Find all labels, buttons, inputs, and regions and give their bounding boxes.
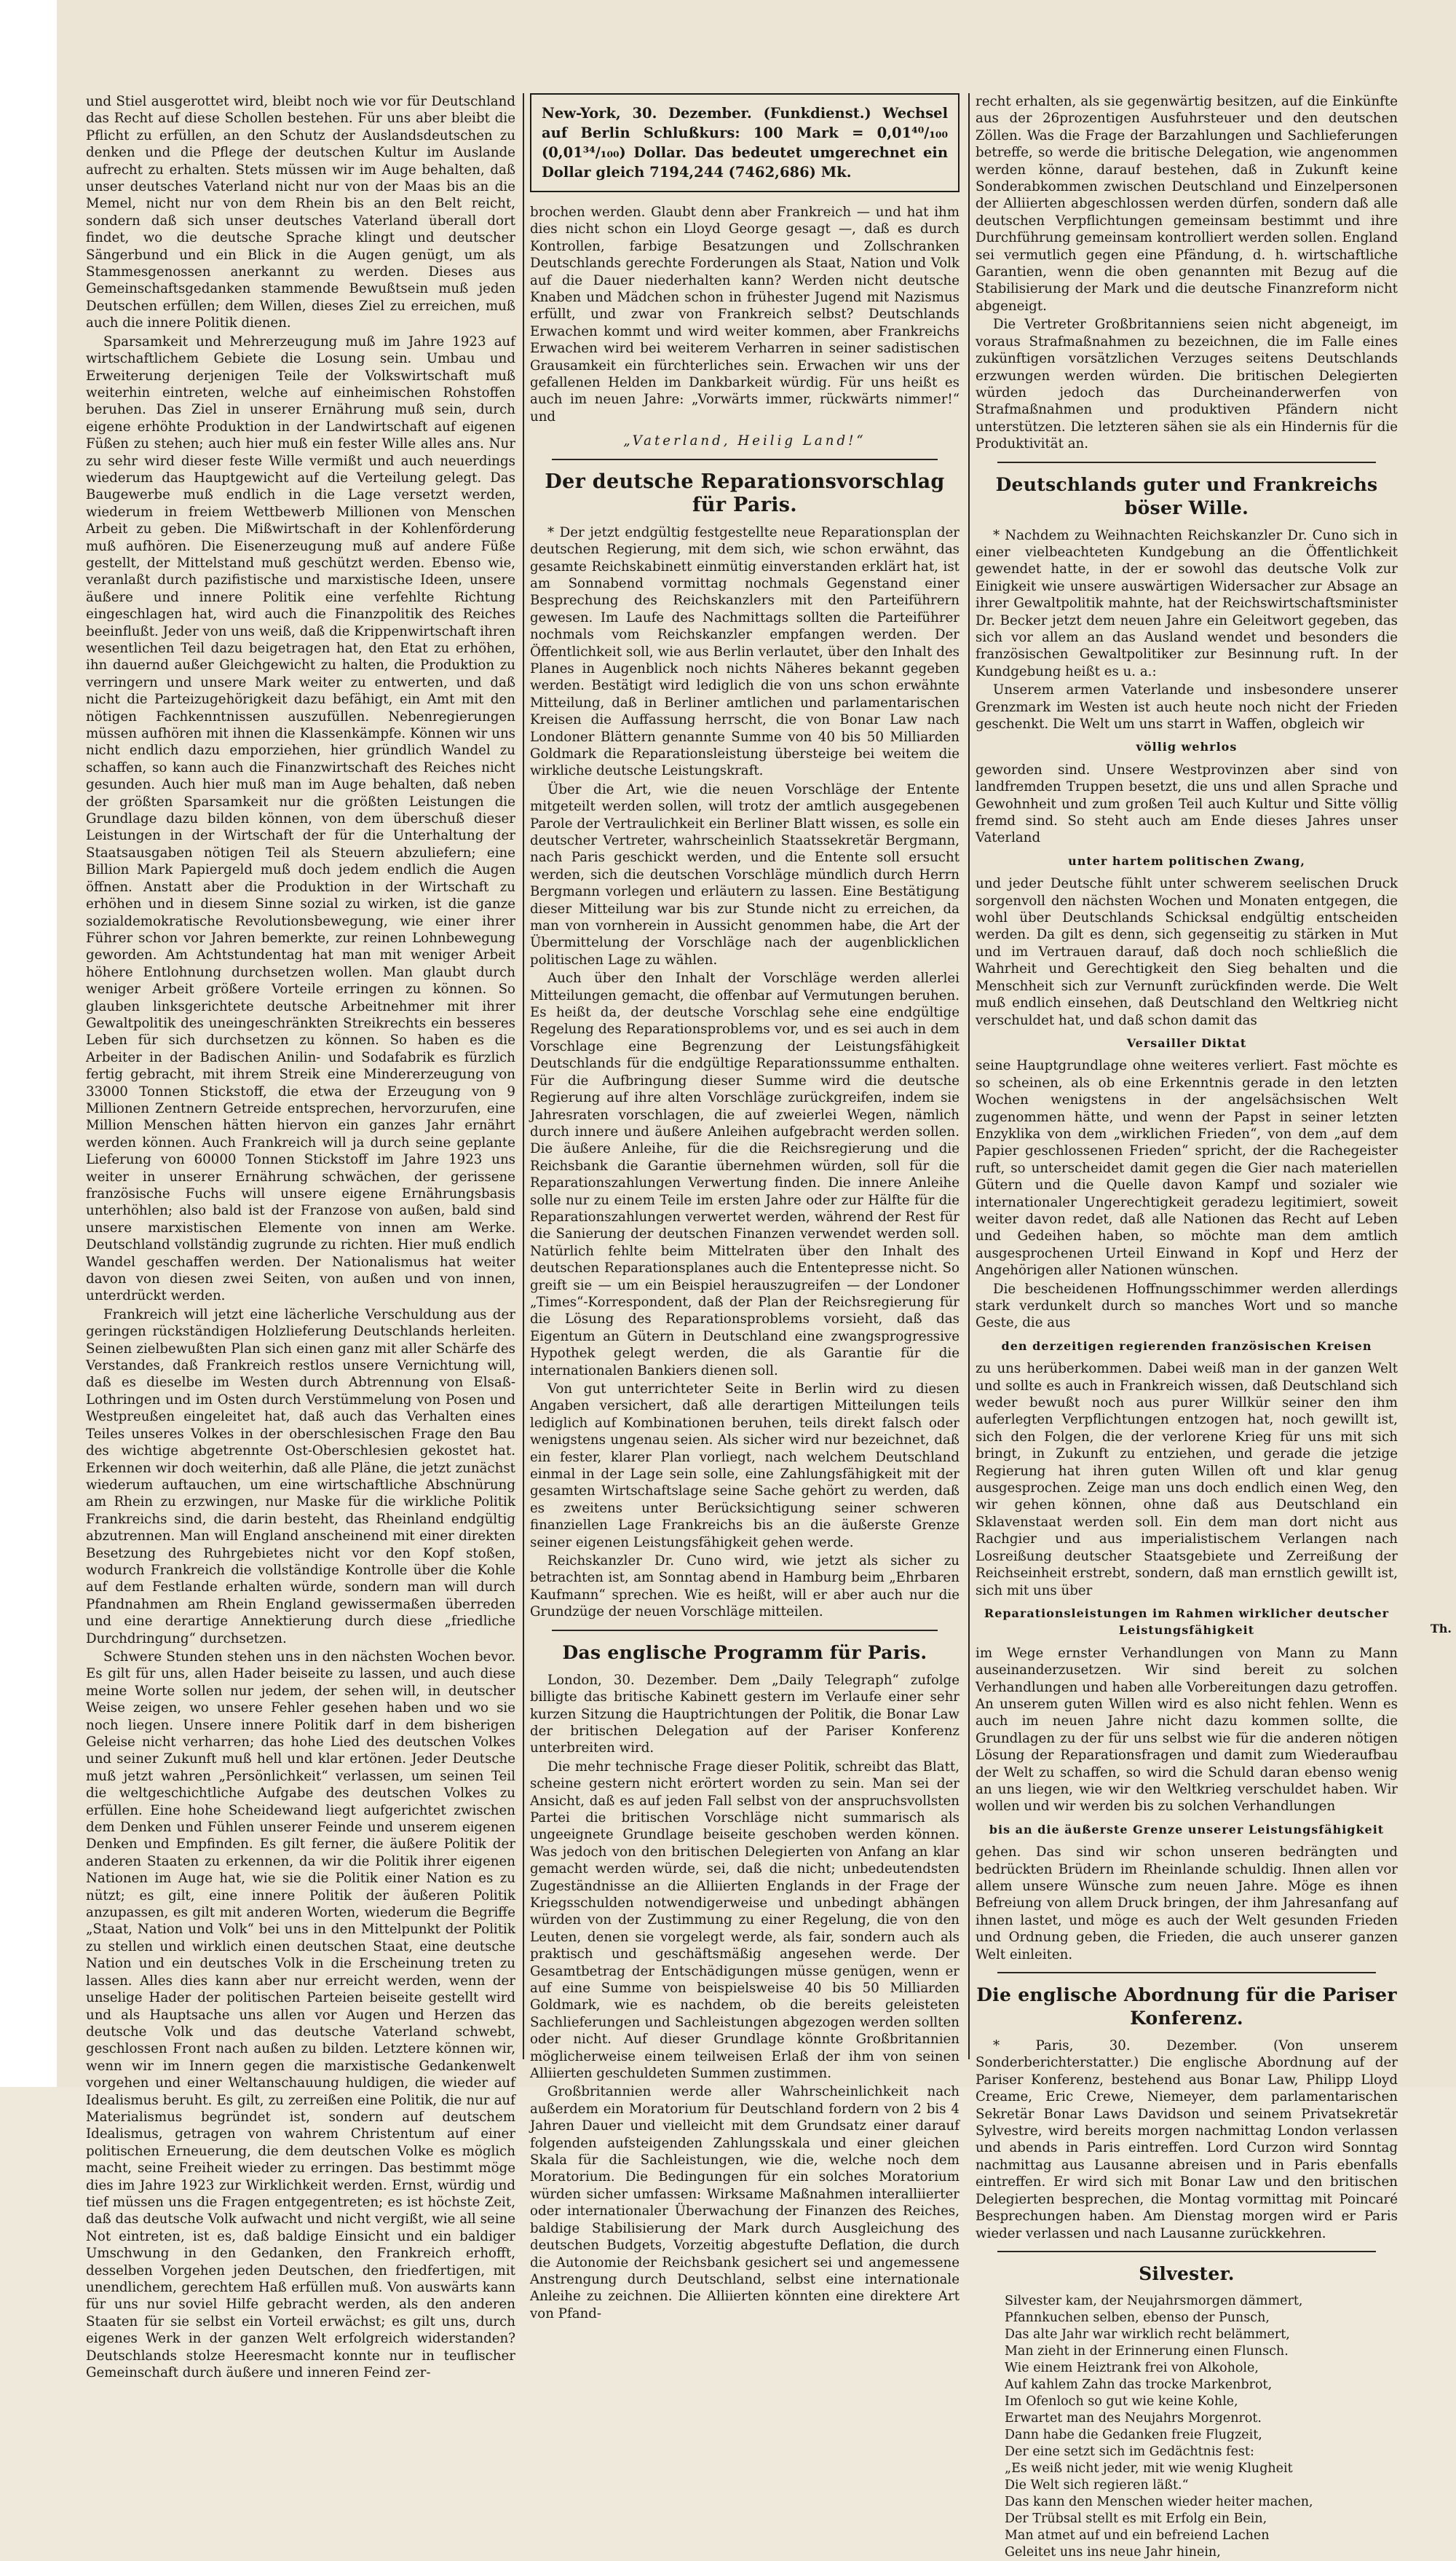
poem-line: Die Welt sich regieren läßt.“ — [1005, 2477, 1189, 2493]
left-paragraph: Schwere Stunden stehen uns in den nächsten Wochen bevor. Es gilt für uns, allen Hader beiseite zu lassen, und auch diese meine Worte sollen nur jedem, der sehen will, in deutscher Weise zeigen, wo unsere Fehler gesehen haben und wo sie noch liegen. Unsere innere Politik darf in dem bisherigen Geleise nicht verharren; das hohe Lied des deutschen Volkes und seiner Zukunft muß hell und klar ertönen. Jeder Deutsche muß jetzt wahren „Persönlichkeit“ verlassen, um seinen Teil die weltgeschichtliche Aufgabe des deutschen Volkes zu erfüllen. Eine hohe Scheidewand liegt aufgerichtet zwischen dem Denken und Fühlen unserer Feinde und unserem eigenen Denken und Empfinden. Es gilt ferner, die äußere Politik der anderen Staaten zu erkennen, da wir die Politik ihrer eigenen Nationen im Auge hat, wie sie die Politik einer Nation es zu nützt; es gilt, eine innere Politik der äußeren Politik anzupassen, es gilt mit anderen Worten, wiederum die Begriffe „Staat, Nation und Volk“ bei uns in den Mittelpunkt der Politik zu stellen und wirklich einen deutschen Staat, eine deutsche Nation und ein deutsches Volk in die Erscheinung treten zu lassen. Alles dies kann aber nur erreicht werden, wenn der unselige Hader der politischen Parteien beiseite gestellt wird und als Hauptsache uns allen vor Augen und Herzen das deutsche Volk und das deutsche Vaterland schwebt, geschlossen Front nach außen zu bilden. Letztere können wir, wenn wir im Innern gegen die marxistische Gedankenwelt vorgehen und einer Weltanschauung huldigen, die wieder auf Idealismus beruht. Es gilt, zu zerreißen eine Politik, die nur auf Materialismus begründet ist, sondern auf deutschem Idealismus, getragen von wahrem Christentum auf einer politischen Erneuerung, die dem deutschen Volke es möglich macht, seine Freiheit wieder zu erringen. Das bestimmt möge dies im Jahre 1923 zur Wirklichkeit werden. Ernst, würdig und tief müssen uns die Fragen entgegentreten; es ist höchste Zeit, daß das deutsche Volk aufwacht und nicht vergißt, wie all seine Not eintreten, ist es, daß baldige Einsicht und ein baldiger Umschwung in den Gedanken, den Frankreich erhofft, desselben Vorgehen jeden Deutschen, den friedfertigen, mit unendlichem, gerechtem Haß erfüllen muß. Von auswärts kann für uns nur soviel Hilfe gebracht werden, als den anderen Staaten für sie selbst ein Vorteil erwächst; es gilt uns, durch eigenes Werk in der ganzen Welt erfolgreich widerstanden? Deutschlands stolze Heeresmacht konnte nur in teuflischer Gemeinschaft durch äußere und inneren Feind zer- — [86, 1649, 515, 2381]
article-paragraph: geworden sind. Unsere Westprovinzen aber sind von landfremden Truppen besetzt, die uns und allen Sprache und Gewohnheit und zum großen Teil auch Kultur und Sitte völlig fremd sind. So steht auch am Ende dieses Jahres unser Vaterland — [976, 762, 1398, 846]
article-paragraph: Über die Art, wie die neuen Vorschläge der Entente mitgeteilt werden sollen, will trotz der amtlich ausgegebenen Parole der Vertraulichkeit ein Berliner Blatt wissen, es solle ein deutscher Vertreter, wahrscheinlich Staatssekretär Bergmann, nach Paris geschickt werden, und die Entente soll ersucht werden, sich die deutschen Vorschläge mündlich durch Herrn Bergmann vorlegen und erläutern zu lassen. Eine Bestätigung dieser Mitteilung war bis zur Stunde nicht zu erreichen, da man von vornherein in Aussicht genommen habe, die Art der Übermittelung der Vorschläge nach der augenblicklichen politischen Lage zu wählen. — [530, 781, 960, 968]
article-paragraph: London, 30. Dezember. Dem „Daily Telegraph“ zufolge billigte das britische Kabinett gestern im Verlaufe einer sehr kurzen Sitzung die Hauptrichtungen der Politik, die Bonar Law der britischen Delegation auf der Pariser Konferenz unterbreiten wird. — [530, 1672, 960, 1756]
article-paragraph: Die bescheidenen Hoffnungsschimmer werden allerdings stark verdunkelt durch so manches Wort und so manche Geste, die aus — [976, 1281, 1398, 1331]
article-paragraph: im Wege ernster Verhandlungen von Mann zu Mann auseinanderzusetzen. Wir sind bereit zu solchen Verhandlungen und haben alle Vorbereitungen dazu getroffen. An unserem guten Willen wird es also nicht fehlen. Wenn es auch im neuen Jahre nicht dazu kommen sollte, die Grundlagen zu der für uns selbst wie für die anderen nötigen Lösung der Reparationsfragen und damit zum Wiederaufbau der Welt zu schaffen, so wird die Schuld daran ebenso wenig an uns liegen, wie wir den Weltkrieg verschuldet haben. Wir wollen und wir werden bis zu solchen Verhandlungen — [976, 1645, 1398, 1815]
article-paragraph: Großbritannien werde aller Wahrscheinlichkeit nach außerdem ein Moratorium für Deutschland fordern von 2 bis 4 Jahren Dauer und vielleicht mit dem Grundsatz einer darauf folgenden aufsteigenden Zahlungsskala und einer gleichen Skala für die Sachleistungen, wie die, welche noch dem Moratorium. Die Bedingungen für ein solches Moratorium würden sicher umfassen: Wirksame Maßnahmen interalliierter oder internationaler Überwachung der Finanzen des Reiches, baldige Stabilisierung der Mark durch Ausgleichung des deutschen Budgets, Vorzeitig abgestufte Deflation, die durch die Autonomie der Reichsbank gesichert sei und angemessene Anstrengung durch Deutschland, selbst eine internationale Anleihe zu zeichnen. Die Alliierten könnten eine direktere Art von Pfand- — [530, 2084, 960, 2321]
article-paragraph: Reichskanzler Dr. Cuno wird, wie jetzt als sicher zu betrachten ist, am Sonntag abend in Hamburg beim „Ehrbaren Kaufmann“ sprechen. Wie es heißt, will er aber auch nur die Grundzüge der neuen Vorschläge mitteilen. — [530, 1553, 960, 1620]
poem-line: Pfannkuchen selben, ebenso der Punsch, — [1005, 2310, 1270, 2325]
section-divider — [997, 462, 1376, 463]
section-divider — [997, 2251, 1376, 2252]
poem-line: Geleitet uns ins neue Jahr hinein, — [1005, 2544, 1221, 2560]
poem-line: Erwartet man des Neujahrs Morgenrot. — [1005, 2410, 1262, 2426]
article-paragraph: * Nachdem zu Weihnachten Reichskanzler Dr. Cuno sich in einer vielbeachteten Kundgebung an die Öffentlichkeit gewendet hatte, in der er sowohl das deutsche Volk zur Einigkeit wie unsere auswärtigen Widersacher zur Absage an ihrer Gewaltpolitik mahnte, hat der Reichswirtschaftsminister Dr. Becker jetzt dem neuen Jahre ein Geleitwort gegeben, das sich vor allem an das Ausland wendet und besonders die französischen Gewaltpolitiker zur Besinnung ruft. In der Kundgebung heißt es u. a.: — [976, 527, 1398, 679]
poem-line: Dann habe die Gedanken freie Flugzeit, — [1005, 2427, 1262, 2442]
headline-english-program: Das englische Programm für Paris. — [562, 1641, 927, 1663]
article-paragraph: Auch über den Inhalt der Vorschläge werden allerlei Mitteilungen gemacht, die offenbar auf Vermutungen beruhen. Es heißt da, der deutsche Vorschlag sehe eine endgültige Regelung des Reparationsproblems vor, und es sei auch in dem Vorschlage eine Begrenzung der Leistungsfähigkeit Deutschlands für die endgültige Reparationssumme enthalten. Für die Aufbringung dieser Summe wird die deutsche Regierung auf ihre alten Vorschläge zurückgreifen, indem sie Jahresraten vorschlagen, die auf zweierlei Wegen, nämlich durch innere und äußere Anleihen aufgebracht werden sollen. Die äußere Anleihe, für die die Reichsregierung und die Reichsbank die Garantie übernehmen würden, soll für die Reparationszahlungen Verwertung finden. Die innere Anleihe solle nur zu einem Teile im ersten Jahre oder zur Hälfte für die Reparationszahlungen verwertet werden, während der Rest für die Sanierung der deutschen Finanzen verwendet werden soll. Natürlich fehlte beim Mittelraten über den Inhalt des deutschen Reparationsplanes auch die Ententepresse nicht. So greift sie — um ein Beispiel herauszugreifen — der Londoner „Times“-Korrespondent, daß der Plan der Reichsregierung für die Lösung des Reparationsproblems vorsieht, daß das Eigentum an Gütern in Deutschland eine zwangsprogressive Hypothek gelegt werden, die als Garantie für die internationalen Bankiers dienen soll. — [530, 971, 960, 1378]
poem-line: Silvester kam, der Neujahrsmorgen dämmert, — [1005, 2293, 1303, 2308]
article-subhead: Reparationsleistungen im Rahmen wirklicher deutscher Leistungsfähigkeit — [984, 1606, 1390, 1638]
left-paragraph: und Stiel ausgerottet wird, bleibt noch wie vor für Deutschland das Recht auf diese Schollen bestehen. Für uns aber bleibt die Pflicht zu erfüllen, an den Schutz der Auslandsdeutschen zu denken und die Pflege der deutschen Kultur im Auslande aufrecht zu erhalten. Stets müssen wir im Auge behalten, daß unser deutsches Vaterland nicht nur von der Maas bis an die Memel, nicht nur von dem Rhein bis an den Belt reicht, sondern daß sich unser deutsches Vaterland überall dort findet, wo die deutsche Sprache klingt und deutscher Sängerbund und ein Blick in die Augen genügt, um als Stammesgenossen anerkannt zu werden. Dieses aus Gemeinschaftsgedanken stammende Bewußtsein muß jeden Deutschen erfüllen; dem Willen, dieses Ziel zu erreichen, muß auch die innere Politik dienen. — [86, 94, 515, 331]
column-rule-left — [523, 93, 524, 2059]
headline-good-will: Deutschlands guter und Frankreichs böser Wille. — [995, 473, 1378, 518]
scan-margin — [0, 0, 57, 2087]
poem-line: Man zieht in der Erinnerung einen Flunsch. — [1005, 2343, 1289, 2359]
article-paragraph: * Der jetzt endgültig festgestellte neue Reparationsplan der deutschen Regierung, mit dem sich, wie schon erwähnt, das gesamte Reichskabinett einmütig einverstanden erklärt hat, ist am Sonnabend vormittag nochmals Gegenstand einer Besprechung des Reichskanzlers mit den Parteiführern gewesen. Im Laufe des Nachmittags sollten die Parteiführer nochmals vom Reichskanzler empfangen werden. Der Öffentlichkeit soll, wie aus Berlin verlautet, über den Inhalt des Planes in Augenblick noch nichts Näheres bekannt gegeben werden. Bestätigt wird lediglich die von uns schon erwähnte Mitteilung, daß in Berliner amtlichen und parlamentarischen Kreisen die Auffassung herrscht, die von Bonar Law nach Londoner Blättern genannte Summe von 40 bis 50 Milliarden Goldmark die Reparationsleistung übersteige bei weitem die wirkliche deutsche Leistungskraft. — [530, 524, 960, 779]
article-paragraph: zu uns herüberkommen. Dabei weiß man in der ganzen Welt und sollte es auch in Frankreich wissen, daß Deutschland sich weder bewußt noch aus purer Willkür seiner den ihm auferlegten Verpflichtungen entzogen hat, noch gewillt ist, sich den Folgen, die der verlorene Krieg für uns mit sich bringt, in Zukunft zu entziehen, und gerade die jetzige Regierung hat ihren guten Willen oft und klar genug ausgesprochen. Zeige man uns doch endlich einen Weg, den wir gehen können, ohne daß aus Deutschland ein Sklavenstaat werden soll. Ein dem man dort nicht aus Rachgier und aus imperialistischem Verlangen nach Losreißung deutscher Staatsgebiete und Zerreißung der Reichseinheit erstrebt, sondern, daß man ernstlich gewillt ist, sich mit uns über — [976, 1361, 1398, 1598]
article-subhead: Versailler Diktat — [1126, 1035, 1247, 1050]
article-paragraph: und jeder Deutsche fühlt unter schwerem seelischen Druck sorgenvoll den nächsten Wochen und Monaten entgegen, die wohl über Deutschlands Schicksal endgültig entscheiden werden. Da gilt es denn, sich gegenseitig zu stärken in Mut und im Vertrauen darauf, daß doch noch schließlich die Wahrheit und Gerechtigkeit den Sieg behalten und die Menschheit sich zur Vernunft zurückfinden werde. Die Welt muß endlich einsehen, daß Deutschland den Weltkrieg nicht verschuldet hat, und daß schon damit das — [976, 876, 1398, 1028]
article-paragraph: * Paris, 30. Dezember. (Von unserem Sonderberichterstatter.) Die englische Abordnung auf der Pariser Konferenz, bestehend aus Bonar Law, Philipp Lloyd Creame, Eric Crewe, Niemeyer, dem parlamentarischen Sekretär Bonar Laws Davidson und seinem Privatsekretär Sylvestre, wird bereits morgen nachmittag London verlassen und abends in Paris eintreffen. Lord Curzon wird Sonntag nachmittag aus Lausanne abreisen und in Paris ebenfalls eintreffen. Er wird sich mit Bonar Law und den britischen Delegierten besprechen, die Montag vormittag mit Poincaré Besprechungen haben. Am Dienstag morgen wird er Paris wieder verlassen und nach Lausanne zurückkehren. — [976, 2038, 1398, 2241]
left-paragraph: Frankreich will jetzt eine lächerliche Verschuldung aus der geringen rückständigen Holzlieferung Deutschlands herleiten. Seinen zielbewußten Plan sich einen ganz mit aller Schärfe des Verstandes, daß Frankreich restlos unsere Vernichtung will, daß es dieselbe im Westen durch Abtrennung von Elsaß-Lothringen und im Osten durch Verstümmelung von Posen und Westpreußen eingeleitet hat, daß auch das Verhalten eines Teiles unseres Volkes in der oberschlesischen Frage den Bau des wichtige abgetrennte Ost-Oberschlesien gekostet hat. Erkennen wir doch weiterhin, daß alle Pläne, die jetzt zunächst wiederum auftauchen, um eine wirtschaftliche Abschnürung am Rhein zu erzwingen, nur Maske für die wirkliche Politik Frankreichs sind, die darin besteht, das Rheinland endgültig abzutrennen. Man will England anscheinend mit einer direkten Besetzung des Ruhrgebietes nicht vor den Kopf stoßen, wodurch Frankreich die vollständige Kontrolle über die Kohle auf dem Festlande erhalten würde, sondern man will durch Pfandnahmen am Rhein England gewissermaßen überreden und eine derartige Annektierung durch diese „friedliche Durchdringung“ durchsetzen. — [86, 1306, 515, 1646]
article-paragraph: Unserem armen Vaterlande und insbesondere unserer Grenzmark im Westen ist auch heute noch nicht der Frieden geschenkt. Die Welt um uns starrt in Waffen, obgleich wir — [976, 682, 1398, 732]
article-subhead: bis an die äußerste Grenze unserer Leistungsfähigkeit — [989, 1822, 1385, 1836]
article-paragraph: seine Hauptgrundlage ohne weiteres verliert. Fast möchte es so scheinen, als ob eine Erkenntnis gerade in den letzten Wochen wenigstens in der angelsächsischen Welt zugenommen hätte, und wenn der Papst in seiner letzten Enzyklika von dem „wirklichen Frieden“, von dem „auf dem Papier geschlossenen Frieden“ spricht, der die Rachegeister ruft, so unterscheidet damit gegen die Gier nach materiellen Gütern und die Quelle davon Kampf und sozialer wie internationaler Ungerechtigkeit geradezu legitimiert, soweit weiter davon redet, daß alle Nationen das Recht auf Leben und Gedeihen haben, so möchte man dem amtlich ausgesprochenen Urteil Einwand in Kopf und Herz der Angehörigen aller Nationen wünschen. — [976, 1058, 1398, 1279]
poem-line: Wie einem Heiztrank frei von Alkohole, — [1005, 2360, 1259, 2375]
article-subhead: völlig wehrlos — [1136, 740, 1238, 754]
headline-reparations-proposal: Der deutsche Reparationsvorschlag für Paris. — [545, 470, 945, 516]
article-subhead: den derzeitigen regierenden französischen Kreisen — [1001, 1338, 1372, 1353]
column-rule-right — [968, 93, 970, 2059]
poem-line: Das kann den Menschen wieder heiter machen, — [1005, 2494, 1313, 2509]
article-paragraph: Von gut unterrichteter Seite in Berlin wird zu diesen Angaben versichert, daß alle derartigen Mitteilungen teils lediglich auf Kombinationen beruhen, teils direkt falsch oder wenigstens ungenau seien. Als sicher wird nur bezeichnet, daß ein fester, klarer Plan vorliegt, nach welchem Deutschland einmal in der Lage sein solle, eine Zahlungsfähigkeit mit der gesamten Wirtschaftslage seine Sache gehört zu werden, daß es zweitens unter Berücksichtigung seiner schweren finanziellen Lage Frankreichs bis an die äußerste Grenze seiner eigenen Leistungsfähigkeit gehen werde. — [530, 1381, 960, 1550]
right-intro-paragraph: recht erhalten, als sie gegenwärtig besitzen, auf die Einkünfte aus der 26prozentigen Ausfuhrsteuer und den deutschen Zöllen. Was die Frage der Barzahlungen und Sachlieferungen betreffe, so werde die britische Delegation, wie angenommen werden könne, darauf bestehen, daß in Zukunft keine Sonderabkommen zwischen Deutschland und Einzelpersonen der Alliierten abgeschlossen werden dürfen, sondern daß alle deutschen Verpflichtungen gemeinsam bestimmt und ihre Durchführung gemeinsam kontrolliert werden sollen. England sei vermutlich gegen eine Pfändung, d. h. wirtschaftliche Garantien, wenn die oben genannten mit Bezug auf die Stabilisierung der Mark und die deutsche Finanzreform nicht abgeneigt. — [976, 94, 1398, 314]
poem-line: Der eine setzt sich im Gedächtnis fest: — [1005, 2444, 1254, 2459]
poem-line: Auf kahlem Zahn das trocke Markenbrot, — [1005, 2377, 1273, 2392]
headline-silvester: Silvester. — [1139, 2262, 1235, 2284]
poem-silvester — [1005, 2293, 1398, 2561]
section-divider — [997, 1972, 1376, 1973]
section-divider — [552, 459, 938, 460]
article-paragraph: Die mehr technische Frage dieser Politik, schreibt das Blatt, scheine gestern nicht erörtert worden zu sein. Man sei der Ansicht, daß es auf jeden Fall selbst von der anspruchsvollsten Partei die britischen Vorschläge nicht summarisch als ungeeignete Grundlage beiseite geschoben werden können. Was jedoch von den britischen Delegierten von Anfang an klar gemacht werden würde, sei, daß die nicht; unbedeutendsten Zugeständnisse an die Alliierten Englands in der Frage der Kriegsschulden notwendigerweise und unbedingt abhängen würden von der Zustimmung zu einer Regelung, die von den Leuten, denen sie vorgelegt werde, als fair, sondern auch als praktisch und geschäftsmäßig angesehen werde. Der Gesamtbetrag der Entschädigungen müsse genügen, wenn er auf eine Summe von beispielsweise 40 bis 50 Milliarden Goldmark, wie es nachdem, ob die bereits geleisteten Sachlieferungen und Sachleistungen abgezogen werden sollten oder nicht. Auf dieser Grundlage könnte Großbritannien möglicherweise einem teilweisen Erlaß der ihm von seinen Alliierten geschuldeten Summen zustimmen. — [530, 1759, 960, 2082]
article-paragraph: gehen. Das sind wir schon unseren bedrängten und bedrückten Brüdern im Rheinlande schuldig. Ihnen allen vor allem unsere Wünsche zum neuen Jahre. Möge es ihnen Befreiung von allem Druck bringen, der ihm Jahresanfang auf ihnen lastet, und möge es auch der Welt gesunden Frieden und Ordnung geben, die Frieden, die auch unserer ganzen Welt einleiten. — [976, 1844, 1398, 1962]
poem-line: Der Trübsal stellt es mit Erfolg ein Bein, — [1005, 2511, 1267, 2526]
poem-line: „Es weiß nicht jeder, mit wie wenig Klugheit — [1005, 2461, 1293, 2476]
center-column — [530, 93, 960, 2321]
poem-line: Das alte Jahr war wirklich recht belämmert, — [1005, 2327, 1290, 2342]
poem-line: Man atmet auf und ein befreiend Lachen — [1005, 2528, 1270, 2543]
headline-english-delegation: Die englische Abordnung für die Pariser Konferenz. — [976, 1984, 1397, 2029]
right-column — [976, 93, 1398, 2560]
left-paragraph: Sparsamkeit und Mehrerzeugung muß im Jahre 1923 auf wirtschaftlichem Gebiete die Losung sein. Umbau und Erweiterung derjenigen Teile der Volkswirtschaft muß weiterhin eintreten, welche auf einheimischen Rohstoffen beruhen. Das Ziel in unserer Ernährung muß sein, durch eigene erhöhte Produktion in der Landwirtschaft auf eigenen Füßen zu stehen; auch hier muß ein fester Wille alles ans. Nur zu sehr wird dieser feste Wille vermißt und auch neuerdings wiederum das Hauptgewicht auf die Verteilung gelegt. Das Baugewerbe muß endlich in die Lage versetzt werden, wiederum in freiem Wettbewerb Millionen von Menschen Arbeit zu geben. Die Mißwirtschaft in der Kohlenförderung muß aufhören. Die Eisenerzeugung muß auf andere Füße gestellt, der Mittelstand muß geschützt werden. Ebenso wie, veranlaßt durch pazifistische und marxistische Ideen, unsere äußere und innere Politik eine verfehlte Richtung eingeschlagen hat, wird auch die Finanzpolitik des Reiches beeinflußt. Jeder von uns weiß, daß die Krippenwirtschaft ihren wesentlichen Teil dazu beigetragen hat, den Etat zu erhöhen, ihn dauernd außer Gleichgewicht zu halten, die Produktion zu verringern und unsere Mark weiter zu entwerten, und daß nicht die Parteizugehörigkeit dazu befähigt, ein Amt mit den nötigen Fachkenntnissen auszufüllen. Nebenregierungen müssen aufhören mit ihnen die Klassenkämpfe. Können wir uns nicht endlich dazu emporziehen, hier gründlich Wandel zu schaffen, so kann auch die Finanzwirtschaft des Reiches nicht gesunden. Auch hier muß man im Auge behalten, daß neben der größten Sparsamkeit nur die größten Leistungen die Grundlage dazu bilden können, von dem überschuß dieser Leistungen in der Wirtschaft der für die Unterhaltung der Staatsausgaben nötigen Teil als Steuern abzuliefern; eine Billion Mark Papiergeld muß doch jedem endlich die Augen öffnen. Anstatt aber die Produktion in der Wirtschaft zu erhöhen und in diesem Sinne sozial zu wirken, ist die ganze sozialdemokratische Revolutionsbewegung, wie einer ihrer Führer schon vor Jahren bemerkte, zur reinen Lohnbewegung geworden. Am Achtstundentag hat man mit weniger Arbeit höhere Entlohnung durchsetzen wollen. Man glaubt durch weniger Arbeit größere Vorteile erringen zu können. So glauben linksgerichtete deutsche Arbeitnehmer mit ihrer Gewaltpolitik des uneingeschränkten Streikrechts ein besseres Leben für sich durchsetzen zu können. So haben es die Arbeiter in der Badischen Anilin- und Sodafabrik es fürzlich fertig gebracht, mit ihrem Streik eine Mindererzeugung von 33000 Tonnen Stickstoff, die etwa der Erzeugung von 9 Millionen Zentnern Getreide entsprechen, hervorzurufen, eine Million Menschen hätten hiervon ein ganzes Jahr ernährt werden können. Auch Frankreich will ja durch seine geplante Lieferung von 60000 Tonnen Stickstoff im Jahre 1923 uns weiter in unserer Ernährung schwächen, der gerissene französische Fuchs will unsere eigene Ernährungsbasis unterhöhlen; also bald ist der Franzose von außen, bald sind unsere marxistischen Elemente von innen am Werke. Deutschland vollständig zugrunde zu richten. Hier muß endlich Wandel geschaffen werden. Der Nationalismus hat weiter davon von diesen zwei Seiten, von außen und von innen, unterdrückt werden. — [86, 334, 515, 1304]
corner-mark: Th. — [1430, 1622, 1452, 1635]
exchange-rate-box: New-York, 30. Dezember. (Funkdienst.) Wechsel auf Berlin Schlußkurs: 100 Mark = 0,01⁴⁰/₁₀₀ (0,01³⁴/₁₀₀) Dollar. Das bedeutet umgerechnet ein Dollar gleich 7194,244 (7462,686) Mk. — [530, 93, 960, 192]
section-divider — [552, 1630, 938, 1631]
center-intro-paragraph: brochen werden. Glaubt denn aber Frankreich — und hat ihm dies nicht schon ein Lloyd George gesagt —, daß es durch Kontrollen, farbige Besatzungen und Zollschranken Deutschlands gerechte Forderungen als Staat, Nation und Volk auf die Dauer niederhalten kann? Werden nicht deutsche Knaben und Mädchen schon in frühester Jugend mit Nazismus erfüllt, und zwar von Frankreich selbst? Deutschlands Erwachen kommt und wird weiter kommen, aber Frankreichs Erwachen wird bei weiterem Verharren in seiner sadistischen Grausamkeit ein fürchterliches sein. Erwachen wir uns der gefallenen Helden im Dankbarkeit würdig. Für uns heißt es auch im neuen Jahre: „Vorwärts immer, rückwärts nimmer!“ und — [530, 205, 960, 425]
motto: „Vaterland, Heilig Land!“ — [623, 433, 866, 449]
right-intro-paragraph: Die Vertreter Großbritanniens seien nicht abgeneigt, im voraus Strafmaßnahmen zu bezeichnen, die im Falle eines zukünftigen vorsätzlichen Verzuges seitens Deutschlands erzwungen werden würden. Die britischen Delegierten würden jedoch das Durcheinanderwerfen von Strafmaßnahmen und produktiven Pfändern nicht unterstützen. Die letzteren sähen sie als ein Hindernis für die Produktivität an. — [976, 317, 1398, 452]
poem-line: Im Ofenloch so gut wie keine Kohle, — [1005, 2394, 1238, 2409]
left-column — [86, 93, 515, 2381]
article-subhead: unter hartem politischen Zwang, — [1068, 853, 1305, 868]
